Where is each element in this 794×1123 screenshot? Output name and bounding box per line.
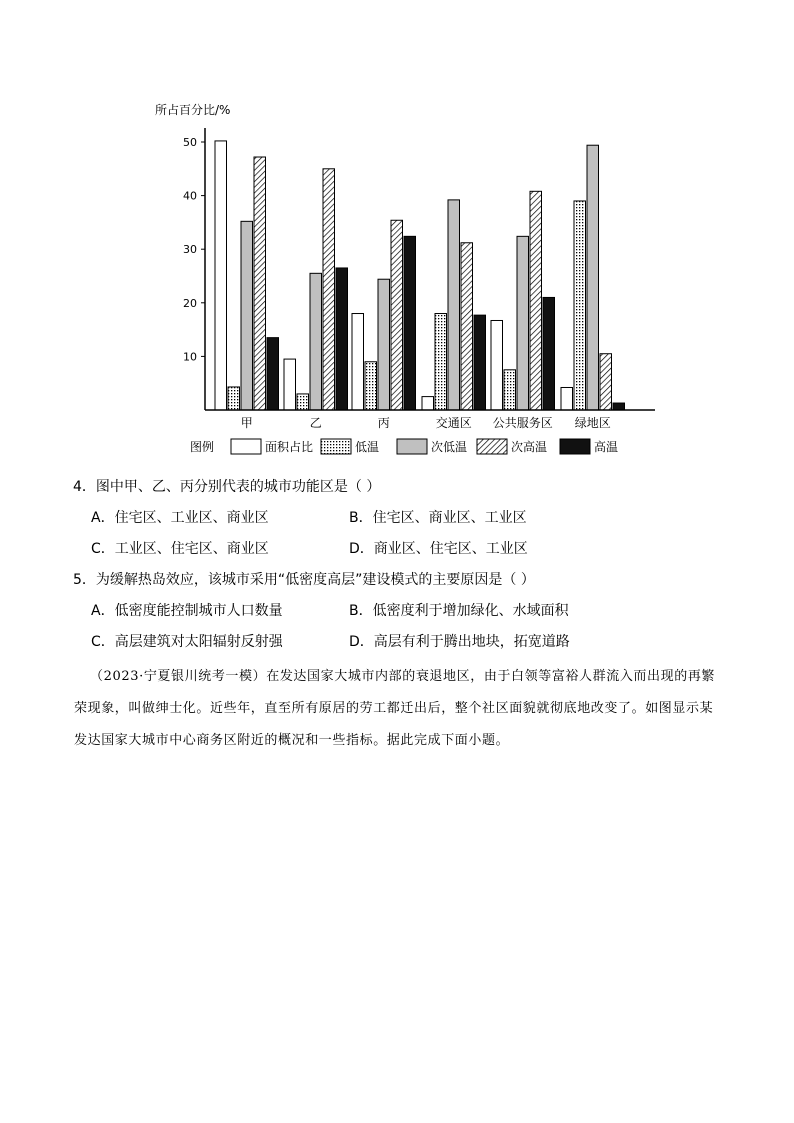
bar-1-3: [241, 221, 253, 410]
bar-4-5: [474, 315, 486, 410]
x-tick-label: 绿地区: [574, 416, 611, 430]
question-4-option-c: C．工业区、住宅区、商业区: [91, 541, 269, 557]
bars: [215, 141, 625, 410]
bar-6-3: [587, 145, 599, 410]
bar-2-1: [284, 359, 296, 410]
y-tick-label: 10: [183, 350, 197, 364]
legend-label: 面积占比: [265, 440, 314, 454]
question-5-option-b: B．低密度利于增加绿化、水域面积: [349, 603, 569, 619]
bar-3-5: [404, 236, 416, 410]
x-tick-label: 丙: [377, 416, 390, 430]
question-5-option-a: A．低密度能控制城市人口数量: [91, 603, 283, 619]
bar-1-1: [215, 141, 227, 410]
question-4-option-a: A．住宅区、工业区、商业区: [91, 510, 269, 526]
question-4-stem: 4．图中甲、乙、丙分别代表的城市功能区是（ ）: [73, 479, 381, 495]
y-tick-label: 30: [183, 243, 197, 257]
question-4-option-d: D．商业区、住宅区、工业区: [349, 541, 528, 557]
bar-3-2: [365, 362, 377, 410]
legend-swatch: [560, 439, 590, 454]
bar-4-2: [435, 314, 447, 410]
bar-3-4: [391, 220, 403, 410]
y-tick-label: 50: [183, 136, 197, 149]
bar-4-3: [448, 200, 460, 410]
y-axis: [183, 136, 205, 363]
bar-4-4: [461, 243, 473, 410]
legend-swatch: [321, 439, 351, 454]
bar-4-1: [422, 397, 434, 410]
bar-2-2: [297, 394, 309, 410]
bar-3-1: [352, 314, 364, 410]
bar-5-1: [491, 320, 503, 410]
function-zone-temperature-chart: [0, 0, 794, 470]
bar-6-4: [600, 354, 612, 410]
y-axis-label: 所占百分比/%: [155, 103, 231, 117]
bar-3-3: [378, 279, 390, 410]
x-tick-label: 公共服务区: [492, 416, 553, 430]
bar-1-5: [267, 338, 279, 410]
question-4-option-b: B．住宅区、商业区、工业区: [349, 510, 527, 526]
bar-1-4: [254, 157, 266, 410]
legend-label: 次低温: [431, 440, 468, 454]
bar-2-5: [336, 268, 348, 410]
bar-5-5: [543, 297, 555, 410]
legend-label: 次高温: [511, 440, 548, 454]
legend-swatch: [477, 439, 507, 454]
bar-6-5: [613, 403, 625, 410]
passage-intro: （2023·宁夏银川统考一模）在发达国家大城市内部的衰退地区，由于白领等富裕人群流入而出现的再繁荣现象，叫做绅士化。近些年，直至所有原居的劳工都迁出后，整个社区面貌就彻底地改变了。如图显示某发达国家大城市中心商务区附近的概况和一些指标。据此完成下面小题。: [74, 669, 716, 748]
x-tick-label: 交通区: [435, 416, 472, 430]
legend-label: 高温: [594, 440, 619, 454]
bar-5-3: [517, 236, 529, 410]
bar-5-4: [530, 191, 542, 410]
x-tick-label: 甲: [240, 416, 253, 430]
x-axis: [241, 415, 611, 430]
y-tick-label: 40: [183, 189, 197, 203]
bar-1-2: [228, 387, 240, 410]
question-5-option-d: D．高层有利于腾出地块，拓宽道路: [349, 634, 570, 650]
bar-2-4: [323, 169, 335, 410]
legend-label: 低温: [355, 440, 380, 454]
legend: [231, 439, 618, 454]
x-tick-label: 乙: [309, 416, 322, 430]
legend-swatch: [231, 439, 261, 454]
question-5-option-c: C．高层建筑对太阳辐射反射强: [91, 634, 283, 650]
y-tick-label: 20: [183, 296, 197, 310]
legend-swatch: [397, 439, 427, 454]
legend-title: 图例: [190, 440, 215, 454]
question-5-stem: 5．为缓解热岛效应，该城市采用“低密度高层”建设模式的主要原因是（ ）: [73, 572, 535, 588]
bar-6-2: [574, 201, 586, 410]
bar-6-1: [561, 387, 573, 410]
bar-2-3: [310, 273, 322, 410]
bar-5-2: [504, 370, 516, 410]
